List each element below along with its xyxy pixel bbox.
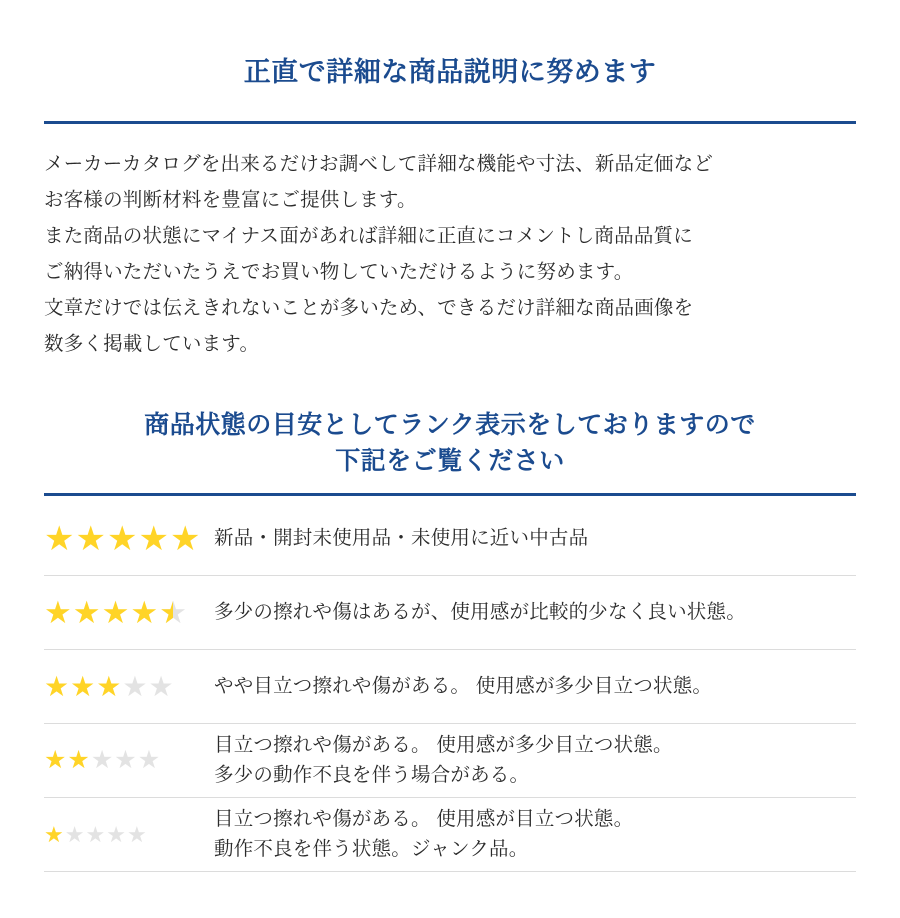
star-icon: ★ [169,519,201,558]
rank-subheading [44,407,856,494]
rank-description-line: 目立つ擦れや傷がある。 使用感が目立つ状態。 [214,808,634,831]
rank-subheading-line-1: 商品状態の目安としてランク表示をしておりますので [144,410,756,439]
rating-stars-1 [44,821,214,847]
rank-description [214,524,856,553]
star-icon: ★ [101,595,130,631]
rank-description-line: 新品・開封未使用品・未使用に近い中古品 [214,526,589,549]
rank-row [44,724,856,798]
rating-stars-5 [44,519,214,558]
title-divider [44,121,856,124]
star-empty-icon: ★ [90,746,114,775]
rank-description-line: 目立つ擦れや傷がある。 使用感が多少目立つ状態。 [214,734,673,757]
page-title: 正直で詳細な商品説明に努めます [243,57,657,88]
rank-description-line: 動作不良を伴う状態。ジャンク品。 [214,837,529,860]
star-empty-icon: ★ [148,670,174,702]
subtitle-divider [44,493,856,496]
rank-description [214,672,856,701]
star-icon: ★ [72,595,101,631]
rank-description-line: 多少の動作不良を伴う場合がある。 [214,763,530,786]
description-line-6: 数多く掲載しています。 [44,333,260,356]
description-block [44,146,856,362]
rank-subheading-line-2: 下記をご覧ください [335,446,565,475]
star-icon: ★ [96,670,122,702]
rank-section-header [44,407,856,497]
star-icon: ★ [44,821,64,847]
rank-description-line: 多少の擦れや傷はあるが、使用感が比較的少なく良い状態。 [214,600,746,623]
star-empty-icon: ★ [122,670,148,702]
rating-stars-4-5 [44,595,214,631]
star-empty-icon: ★ [114,746,137,775]
star-icon: ★ [44,670,70,702]
rank-row [44,650,856,724]
rank-row [44,798,856,872]
star-icon: ★ [106,519,138,558]
star-icon: ★ [75,519,106,558]
rank-description [214,805,856,864]
star-empty-icon: ★ [85,821,106,847]
star-empty-icon: ★ [64,821,85,847]
description-line-4: ご納得いただいたうえでお買い物していただけるように努めます。 [44,261,634,284]
rating-stars-2 [44,748,214,773]
rating-stars-3 [44,670,214,702]
star-half-icon: ★ ★ [159,597,187,628]
description-line-1: メーカーカタログを出来るだけお調べして詳細な機能や寸法、新品定価など [44,153,714,176]
description-line-5: 文章だけでは伝えきれないことが多いため、できるだけ詳細な商品画像を [44,297,694,320]
star-icon: ★ [44,746,67,775]
star-icon: ★ [67,746,90,775]
description-line-3: また商品の状態にマイナス面があれば詳細に正直にコメントし商品品質に [44,225,693,248]
rank-description [214,598,856,627]
rank-list [44,502,856,872]
rank-description-line: やや目立つ擦れや傷がある。 使用感が多少目立つ状態。 [214,674,713,697]
star-icon: ★ [44,595,72,631]
rank-row [44,576,856,650]
rank-description [214,731,856,790]
star-empty-icon: ★ [137,746,161,775]
star-icon: ★ [138,519,169,558]
flyer-page [0,18,900,918]
star-icon: ★ [130,595,159,631]
star-icon: ★ [70,670,96,702]
star-empty-icon: ★ [126,821,147,847]
description-line-2: お客様の判断材料を豊富にご提供します。 [44,189,417,212]
rank-row [44,502,856,576]
star-icon: ★ [44,519,75,558]
star-empty-icon: ★ [106,821,126,847]
